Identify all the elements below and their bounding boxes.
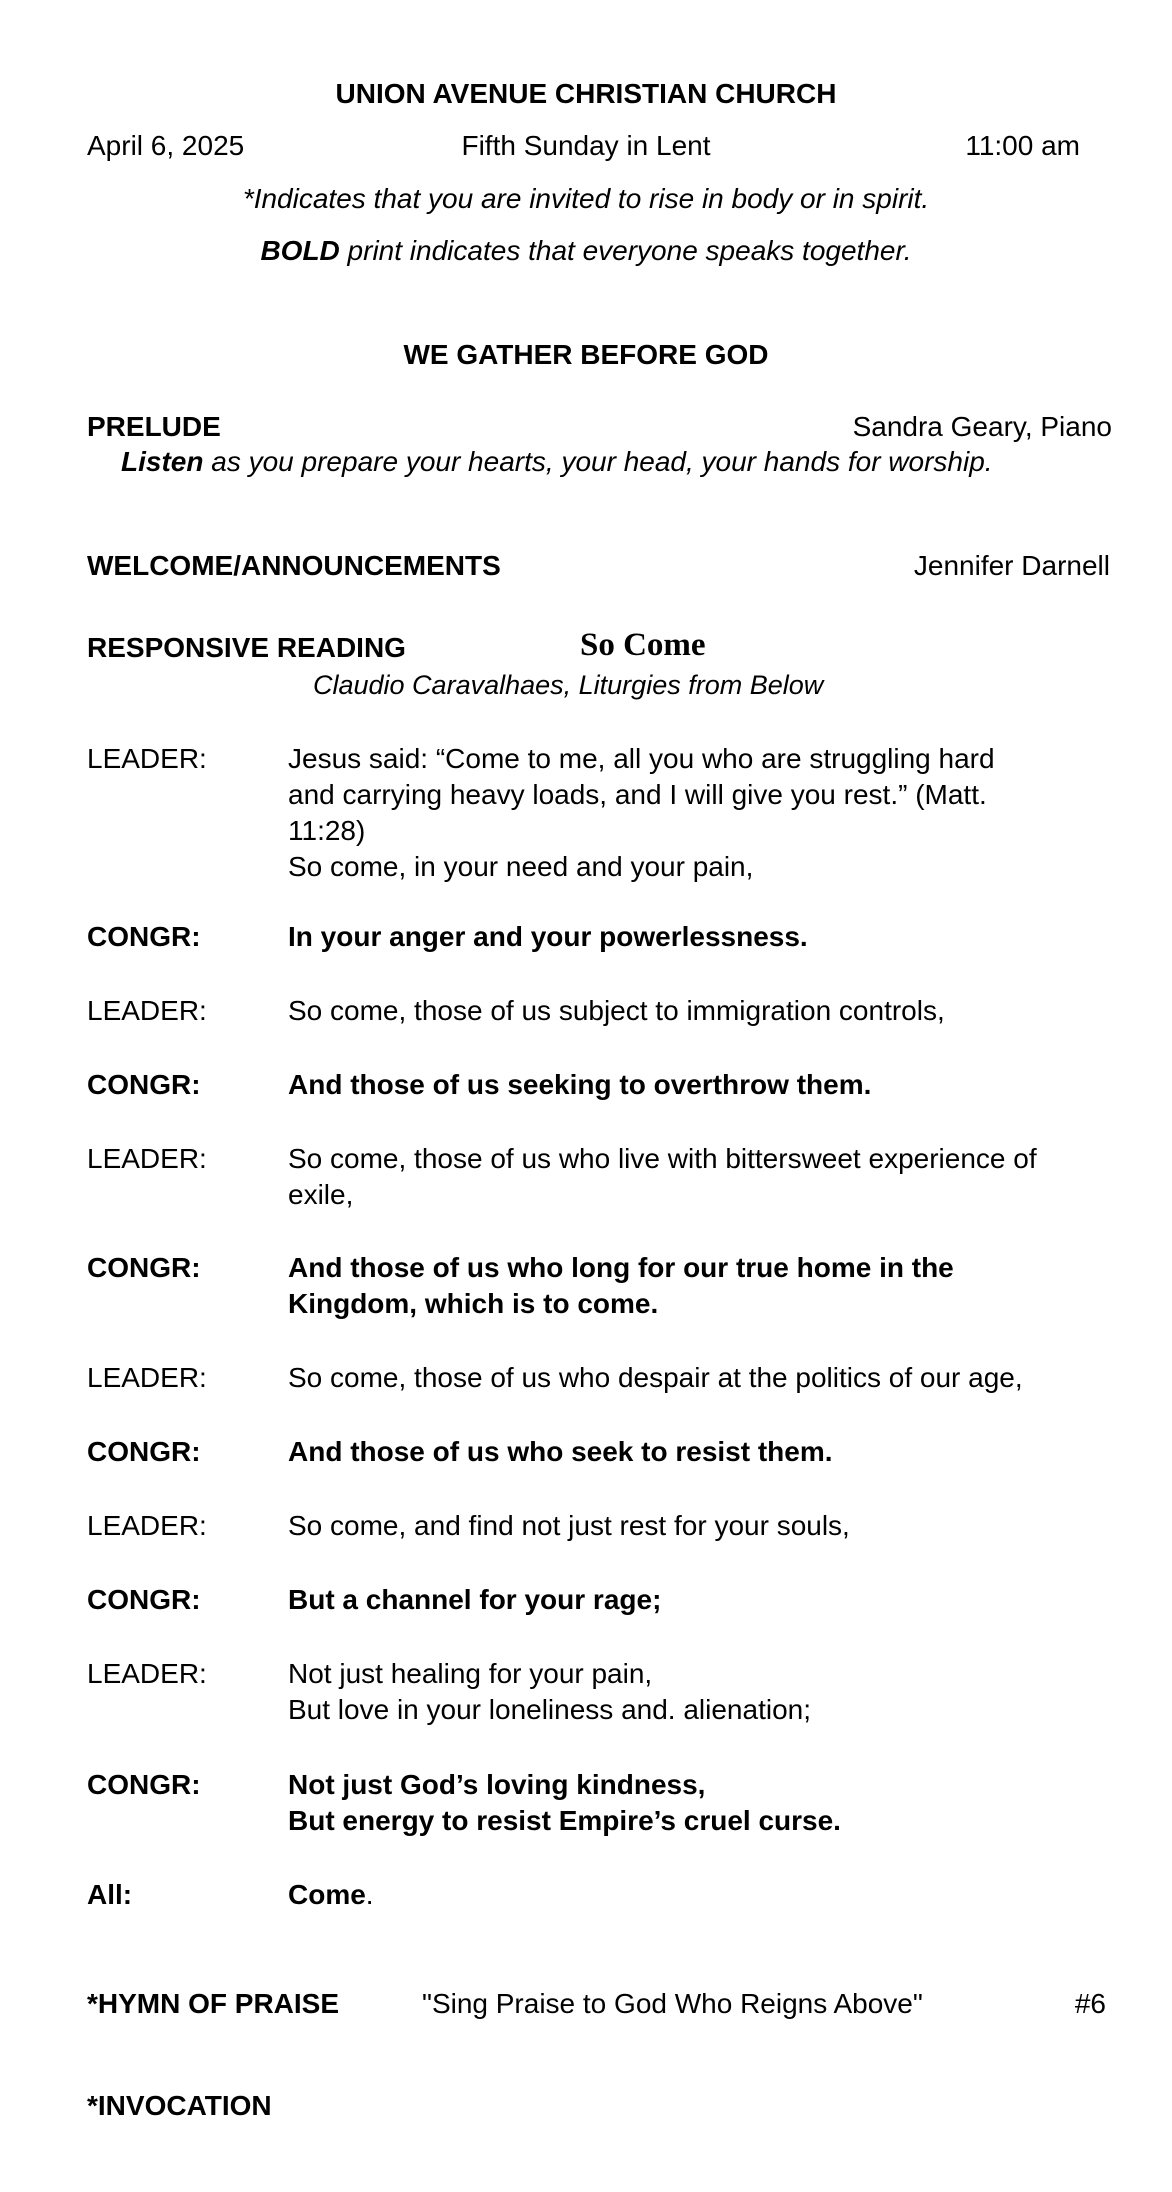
reading-line: So come, those of us who despair at the politics of our age, (288, 1362, 1023, 1393)
speaker-label: CONGR: (87, 1436, 201, 1467)
welcome-label: WELCOME/ANNOUNCEMENTS (87, 550, 501, 581)
speaker-label: LEADER: (87, 1510, 207, 1541)
listen-word: Listen (121, 446, 204, 477)
reading-text (288, 1656, 1118, 1728)
responsive-reading-label: RESPONSIVE READING (87, 632, 406, 663)
speaker-label: CONGR: (87, 1769, 201, 1800)
reading-line: But energy to resist Empire’s cruel curse. (288, 1805, 841, 1836)
rise-note: *Indicates that you are invited to rise in body or in spirit. (242, 183, 930, 214)
speaker-label: CONGR: (87, 1252, 201, 1283)
reading-text (288, 1250, 1118, 1322)
reading-text (288, 1508, 1118, 1544)
church-name: UNION AVENUE CHRISTIAN CHURCH (335, 78, 837, 109)
bold-note (0, 233, 1172, 269)
section-title: WE GATHER BEFORE GOD (403, 339, 769, 370)
reading-line: Not just God’s loving kindness, (288, 1769, 706, 1800)
prelude-instruction (121, 444, 993, 480)
speaker-label: LEADER: (87, 743, 207, 774)
reading-line: and carrying heavy loads, and I will give you rest.” (Matt. (288, 779, 987, 810)
reading-text (288, 1434, 1118, 1470)
service-date: April 6, 2025 (87, 130, 245, 161)
reading-text (288, 993, 1118, 1029)
hymn-label: *HYMN OF PRAISE (87, 1988, 340, 2019)
reading-attribution: Claudio Caravalhaes, Liturgies from Below (313, 670, 824, 700)
speaker-label: LEADER: (87, 1143, 207, 1174)
reading-line: So come, those of us subject to immigration controls, (288, 995, 945, 1026)
prelude-instruction-text: as you prepare your hearts, your head, your hands for worship. (203, 446, 993, 477)
all-response-period: . (365, 1879, 374, 1910)
reading-line: But a channel for your rage; (288, 1584, 662, 1615)
speaker-label: LEADER: (87, 1658, 207, 1689)
reading-line: So come, in your need and your pain, (288, 851, 754, 882)
reading-line: In your anger and your powerlessness. (288, 921, 808, 952)
reading-line: So come, those of us who live with bittersweet experience of (288, 1143, 1037, 1174)
bold-note-word: BOLD (260, 235, 340, 266)
reading-text (288, 1582, 1118, 1618)
speaker-label: CONGR: (87, 921, 201, 952)
reading-line: Kingdom, which is to come. (288, 1288, 659, 1319)
reading-text (288, 1767, 1118, 1839)
reading-text (288, 1360, 1118, 1396)
welcome-person: Jennifer Darnell (913, 550, 1110, 581)
prelude-performer: Sandra Geary, Piano (852, 411, 1112, 442)
reading-line: Jesus said: “Come to me, all you who are struggling hard (288, 743, 995, 774)
speaker-label: LEADER: (87, 995, 207, 1026)
invocation-label: *INVOCATION (87, 2090, 272, 2121)
reading-line: 11:28) (288, 815, 366, 846)
reading-text (288, 741, 1118, 885)
all-response (288, 1877, 1118, 1913)
reading-line: And those of us who long for our true home in the (288, 1252, 954, 1283)
service-time: 11:00 am (965, 130, 1080, 161)
reading-line: So come, and find not just rest for your souls, (288, 1510, 850, 1541)
reading-text (288, 919, 1118, 955)
reading-line: And those of us seeking to overthrow them. (288, 1069, 872, 1100)
speaker-label: CONGR: (87, 1584, 201, 1615)
reading-line: Not just healing for your pain, (288, 1658, 653, 1689)
reading-line: But love in your loneliness and. alienation; (288, 1694, 812, 1725)
reading-title: So Come (580, 627, 706, 663)
liturgical-occasion: Fifth Sunday in Lent (461, 130, 711, 161)
hymn-number: #6 (1074, 1988, 1106, 2019)
all-label: All: (87, 1879, 133, 1910)
reading-line: And those of us who seek to resist them. (288, 1436, 833, 1467)
reading-line: exile, (288, 1179, 354, 1210)
speaker-label: CONGR: (87, 1069, 201, 1100)
all-response-word: Come (288, 1879, 366, 1910)
hymn-title: "Sing Praise to God Who Reigns Above" (422, 1988, 923, 2019)
prelude-label: PRELUDE (87, 411, 221, 442)
speaker-label: LEADER: (87, 1362, 207, 1393)
reading-text (288, 1067, 1118, 1103)
bold-note-text: print indicates that everyone speaks together. (339, 235, 912, 266)
reading-text (288, 1141, 1118, 1213)
